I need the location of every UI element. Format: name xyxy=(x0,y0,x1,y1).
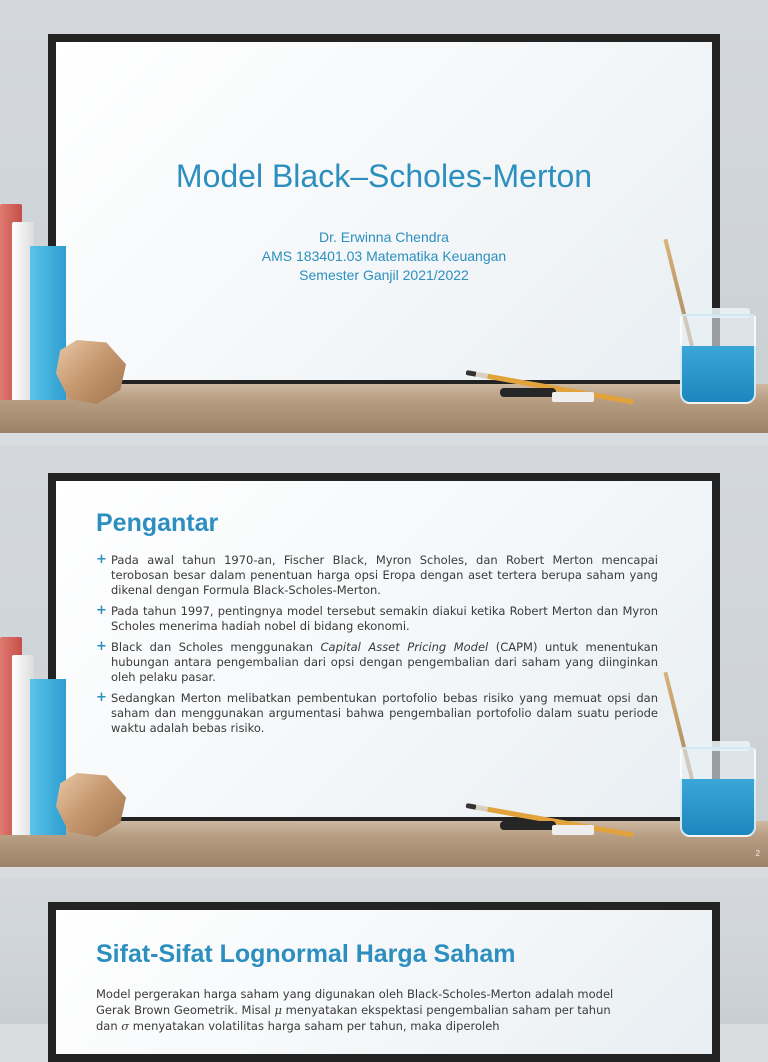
slide-heading: Pengantar xyxy=(96,509,219,537)
list-item xyxy=(96,691,658,736)
water-jar xyxy=(680,314,756,404)
eraser xyxy=(552,825,594,835)
body-paragraph xyxy=(96,986,660,1034)
text-part: menyatakan ekspektasi pengembalian saham per tahun xyxy=(282,1003,611,1017)
slide-1 xyxy=(0,0,768,433)
wooden-shelf xyxy=(0,821,768,867)
marker xyxy=(500,821,556,830)
whiteboard-frame xyxy=(48,34,720,388)
plus-icon: + xyxy=(96,552,107,567)
sigma-symbol: σ xyxy=(121,1019,130,1033)
semester-label: Semester Ganjil 2021/2022 xyxy=(299,267,469,283)
whiteboard-frame xyxy=(48,902,720,1062)
slide-2 xyxy=(0,445,768,867)
plus-icon: + xyxy=(96,639,107,654)
mu-symbol: μ xyxy=(274,1003,283,1017)
whiteboard-surface xyxy=(56,42,712,380)
bullet-text: Pada tahun 1997, pentingnya model tersebut semakin diakui ketika Robert Merton dan Myron Scholes menerima hadiah nobel di bidang ekonomi. xyxy=(111,604,658,633)
list-item xyxy=(96,604,658,634)
whiteboard-frame xyxy=(48,473,720,825)
bullet-list xyxy=(96,553,658,742)
list-item xyxy=(96,640,658,685)
author-name: Dr. Erwinna Chendra xyxy=(319,229,449,245)
whiteboard-surface xyxy=(56,481,712,817)
plus-icon: + xyxy=(96,603,107,618)
slide-heading: Sifat-Sifat Lognormal Harga Saham xyxy=(96,940,516,968)
bullet-text: Sedangkan Merton melibatkan pembentukan portofolio bebas risiko yang memuat opsi dan saham dan menggunakan argumentasi bahwa pengembalian portofolio dalam suatu periode waktu adalah bebas risiko. xyxy=(111,691,658,735)
eraser xyxy=(552,392,594,402)
text-part: menyatakan volatilitas harga saham per tahun, maka diperoleh xyxy=(129,1019,500,1033)
slide-subtitle-block xyxy=(56,228,712,285)
capm-term: Capital Asset Pricing Model xyxy=(320,640,489,654)
paragraph-line: Model pergerakan harga saham yang digunakan oleh Black-Scholes-Merton adalah model xyxy=(96,987,614,1001)
page-number: 2 xyxy=(755,849,760,858)
slide-title: Model Black–Scholes-Merton xyxy=(175,158,593,194)
course-name: AMS 183401.03 Matematika Keuangan xyxy=(261,248,507,264)
whiteboard-surface xyxy=(56,910,712,1054)
text-part: Gerak Brown Geometrik. Misal xyxy=(96,1003,275,1017)
bullet-text: Pada awal tahun 1970-an, Fischer Black, Myron Scholes, dan Robert Merton mencapai terobosan besar dalam penentuan harga opsi Eropa dengan aset tertera berupa saham yang dikenal dengan Formula Black-Scholes-Merton. xyxy=(111,553,658,597)
marker xyxy=(500,388,556,397)
bullet-text-part: (CAPM) untuk menentukan hubungan antara pengembalian dari opsi dengan pengembalian dari saham yang diinginkan oleh pelaku pasar. xyxy=(111,640,659,684)
paragraph-line xyxy=(96,1018,660,1034)
list-item xyxy=(96,553,658,598)
plus-icon: + xyxy=(96,690,107,705)
slide-3 xyxy=(0,878,768,1033)
water-jar xyxy=(680,747,756,837)
bullet-text-part: Black dan Scholes menggunakan xyxy=(111,640,321,654)
paragraph-line xyxy=(96,1002,660,1018)
text-part: dan xyxy=(96,1019,122,1033)
